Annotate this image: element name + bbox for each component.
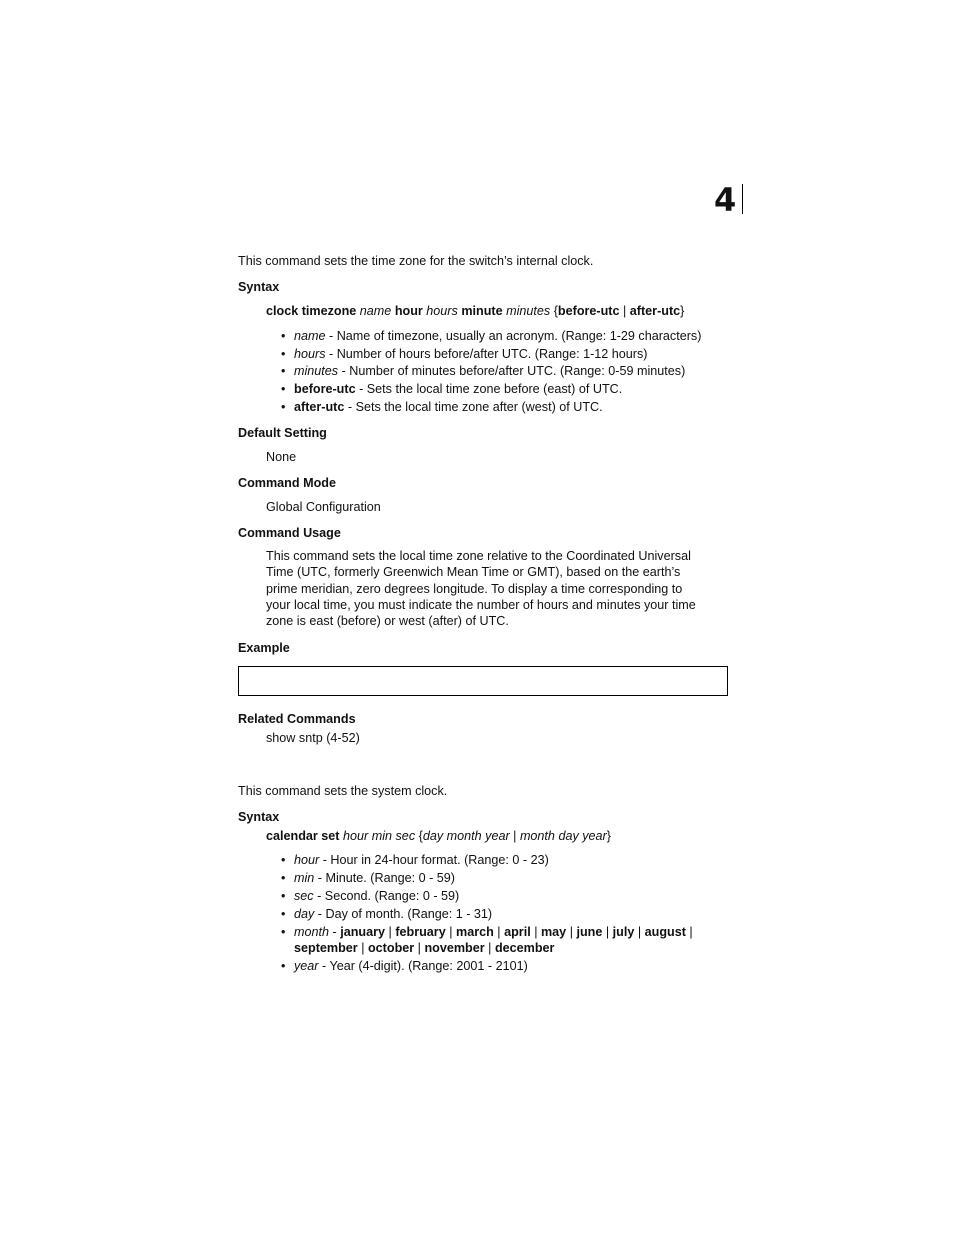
list-item-text [294,381,622,397]
calendar-syntax-line [266,828,611,844]
month-option: february [395,925,446,939]
param-dash: - [329,925,341,939]
syntax-alt-2: month day year [519,829,607,843]
list-item: • [281,364,286,378]
syntax-separator: | [513,829,517,843]
month-separator: | [484,941,495,955]
default-setting-heading: Default Setting [238,426,327,440]
month-option: november [424,941,485,955]
syntax-brace-close: } [680,304,685,318]
param-desc: - Second. (Range: 0 - 59) [313,889,460,903]
list-item-text [294,852,549,868]
param-desc: - Hour in 24-hour format. (Range: 0 - 23) [319,853,549,867]
syntax-command: clock timezone [266,304,357,318]
syntax-keyword-minute: minute [461,304,503,318]
syntax-arg-hours: hours [426,304,458,318]
list-item: • [281,347,286,361]
month-option: april [504,925,531,939]
param-term: year [294,959,319,973]
month-separator: | [357,941,368,955]
command-mode-heading: Command Mode [238,476,336,490]
list-item-text [294,888,459,904]
timezone-intro: This command sets the time zone for the switch’s internal clock. [238,254,594,268]
param-desc: - Number of minutes before/after UTC. (Range: 0-59 minutes) [338,364,686,378]
list-item: • [281,925,286,939]
param-term: name [294,329,326,343]
month-option: january [340,925,386,939]
chapter-number: 4 [714,181,736,219]
syntax-command: calendar set [266,829,340,843]
param-term: before-utc [294,382,356,396]
list-item-text [294,870,455,886]
example-code-box [238,666,728,696]
month-options-line-1 [294,924,696,940]
list-item: • [281,329,286,343]
month-option: may [540,925,567,939]
month-option: march [456,925,494,939]
syntax-before-utc: before-utc [557,304,620,318]
command-usage-heading: Command Usage [238,526,341,540]
syntax-brace-open: { [418,829,423,843]
param-desc: - Minute. (Range: 0 - 59) [314,871,455,885]
month-option: december [494,941,555,955]
list-item-text [294,906,492,922]
month-option: august [644,925,686,939]
list-item-text [294,399,603,415]
param-desc: - Number of hours before/after UTC. (Range: 1-12 hours) [325,347,648,361]
command-mode-value: Global Configuration [266,500,381,514]
param-term: sec [294,889,314,903]
list-item: • [281,400,286,414]
param-term: minutes [294,364,339,378]
syntax-brace-close: } [606,829,611,843]
list-item-text [294,363,685,379]
month-option: october [367,941,415,955]
month-separator: | [385,925,396,939]
month-separator: | [602,925,613,939]
usage-line: prime meridian, zero degrees longitude. To display a time corresponding to [266,581,683,596]
syntax-arg-minutes: minutes [506,304,551,318]
month-separator: | [685,925,697,939]
param-term: after-utc [294,400,345,414]
list-item-text [294,958,528,974]
timezone-syntax-heading: Syntax [238,280,280,294]
param-term: day [294,907,315,921]
usage-line: This command sets the local time zone relative to the Coordinated Universal [266,549,691,563]
param-term: min [294,871,315,885]
param-desc: - Sets the local time zone before (east) of UTC. [355,382,623,396]
param-desc: - Name of timezone, usually an acronym. (Range: 1-29 characters) [325,329,702,343]
param-desc: - Day of month. (Range: 1 - 31) [314,907,493,921]
param-term: month [294,925,330,939]
list-item: • [281,889,286,903]
syntax-separator: | [623,304,627,318]
month-separator: | [493,925,505,939]
list-item: • [281,907,286,921]
example-heading: Example [238,641,290,655]
related-commands-value: show sntp (4-52) [266,731,360,745]
calendar-syntax-heading: Syntax [238,810,280,824]
month-separator: | [634,925,645,939]
usage-line: your local time, you must indicate the number of hours and minutes your time [266,597,696,612]
month-option: september [294,941,358,955]
param-term: hours [294,347,326,361]
syntax-alt-1: day month year [422,829,510,843]
calendar-intro: This command sets the system clock. [238,784,448,798]
usage-line: Time (UTC, formerly Greenwich Mean Time or GMT), based on the earth’s [266,565,681,580]
list-item: • [281,959,286,973]
month-option: june [576,925,603,939]
list-item-text [294,328,701,344]
related-commands-heading: Related Commands [238,712,356,726]
list-item: • [281,871,286,885]
param-term: hour [294,853,320,867]
chapter-marker [712,181,743,219]
syntax-brace-open: { [553,304,558,318]
month-separator: | [445,925,456,939]
syntax-arg-name: name [359,304,392,318]
syntax-args: hour min sec [343,829,416,843]
syntax-after-utc: after-utc [629,304,681,318]
list-item: • [281,853,286,867]
syntax-keyword-hour: hour [394,304,423,318]
command-usage-text [266,548,728,629]
param-desc: - Year (4-digit). (Range: 2001 - 2101) [318,959,528,973]
month-option: july [612,925,635,939]
month-separator: | [414,941,425,955]
param-desc: - Sets the local time zone after (west) of UTC. [344,400,603,414]
timezone-syntax-line [266,303,684,319]
month-separator: | [530,925,541,939]
month-separator: | [566,925,577,939]
list-item: • [281,382,286,396]
default-setting-value: None [266,450,297,464]
usage-line: zone is east (before) or west (after) of UTC. [266,614,509,629]
list-item-text [294,346,648,362]
month-options-line-2 [294,940,554,956]
